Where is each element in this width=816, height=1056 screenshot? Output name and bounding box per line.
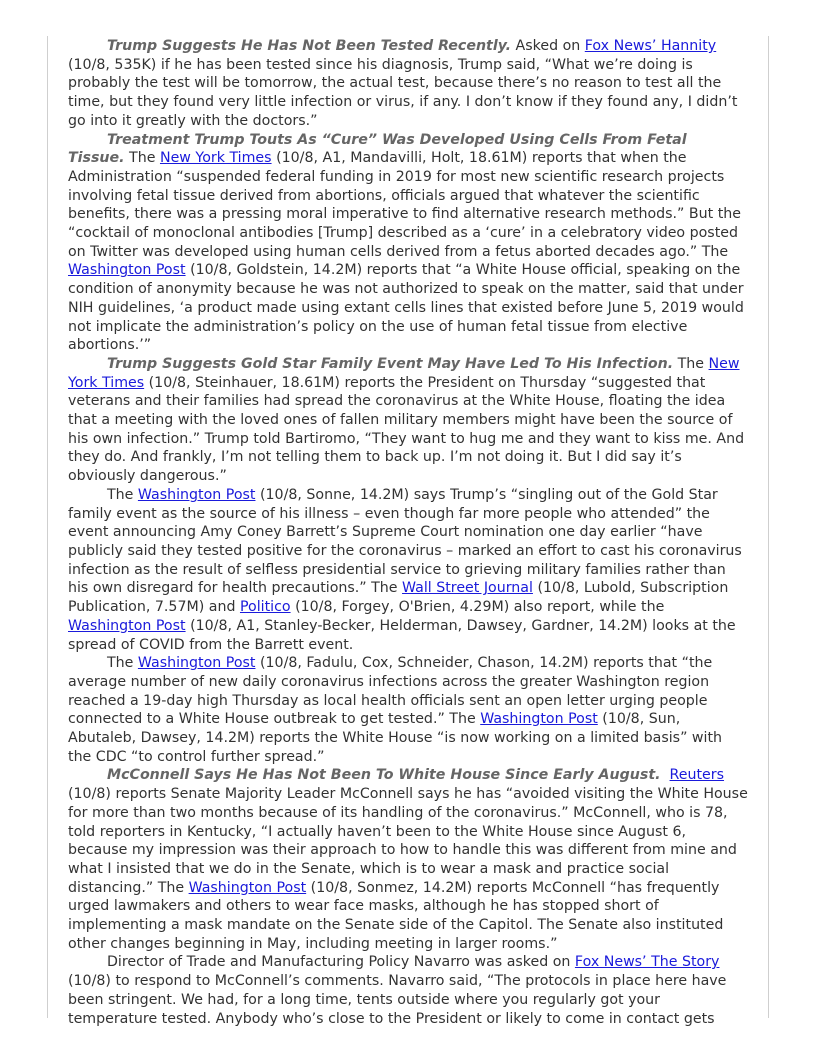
paragraph-dc-infections: The Washington Post (10/8, Fadulu, Cox, Schneider, Chason, 14.2M) reports that “the average number of new daily coronavirus infections across the greater Washington region reached a 19-day high Thursday as local health officials sent an open letter urging people connected to a White House outbreak to get tested.” The Washington Post (10/8, Sun, Abutaleb, Dawsey, 14.2M) reports the White House “is now working on a limited basis” with the CDC “to control further spread.” [68, 655, 723, 765]
paragraph-fetal-tissue: Treatment Trump Touts As “Cure” Was Developed Using Cells From Fetal Tissue. The New York Times (10/8, A1, Mandavilli, Holt, 18.61M) reports that when the Administration “suspended federal funding in 2019 for most new scientific research projects involving fetal tissue derived from abortions, officials argued that whatever the scientific benefits, there was a pressing moral imperative to find alternative research methods.” But the “cocktail of monoclonal antibodies [Trump] described as a ‘cure’ in a celebratory video posted on Twitter was developed using human cells derived from a fetus aborted decades ago.” The Washington Post (10/8, Goldstein, 14.2M) reports that “a White House official, speaking on the condition of anonymity because he was not authorized to speak on the matter, said that under NIH guidelines, ‘a product made using extant cells lines that existed before June 5, 2019 would not implicate the administration’s policy on the use of human fetal tissue from elective abortions.’” [68, 131, 744, 354]
source-link-fox-hannity[interactable]: Fox News’ Hannity [584, 38, 717, 54]
source-link-reuters[interactable]: Reuters [669, 767, 725, 784]
source-link-fox-the-story[interactable]: Fox News’ The Story [574, 954, 720, 971]
article-body [68, 37, 748, 1028]
section-heading: Treatment Trump Touts As “Cure” Was Developed Using Cells From Fetal Tissue. [68, 131, 687, 167]
source-link-wapo[interactable]: Washington Post [188, 879, 307, 896]
section-heading: Trump Suggests He Has Not Been Tested Recently. [107, 38, 512, 54]
source-link-nyt[interactable]: New York Times [68, 355, 740, 391]
left-margin-rule [47, 36, 48, 1018]
source-link-wapo[interactable]: Washington Post [68, 617, 186, 634]
source-link-wapo[interactable]: Washington Post [68, 262, 186, 279]
source-link-wapo[interactable]: Washington Post [137, 655, 256, 672]
source-link-wapo[interactable]: Washington Post [137, 486, 256, 503]
section-heading: McConnell Says He Has Not Been To White House Since Early August. [107, 767, 661, 784]
paragraph-mcconnell: McConnell Says He Has Not Been To White House Since Early August. Reuters (10/8) reports Senate Majority Leader McConnell says he has “avoided visiting the White House for more than two months because of its handling of the coronavirus.” McConnell, who is 78, told reporters in Kentucky, “I actually haven’t been to the White House since August 6, because my impression was their approach to how to handle this was different from mine and what I insisted that we do in the Senate, which is to wear a mask and practice social distancing.” The Washington Post (10/8, Sonmez, 14.2M) reports McConnell “has frequently urged lawmakers and others to wear face masks, although he has stopped short of implementing a mask mandate on the Senate side of the Capitol. The Senate also instituted other changes beginning in May, including meeting in larger rooms.” [68, 767, 748, 952]
paragraph-testing: Trump Suggests He Has Not Been Tested Recently. Asked on Fox News’ Hannity (10/8, 535K) if he has been tested since his diagnosis, Trump said, “What we’re doing is probably the test will be tomorrow, the actual test, because there’s no reason to test all the time, but they found very little infection or virus, if any. I don’t know if they found any, I didn’t go into it greatly with the doctors.” [68, 38, 738, 129]
paragraph-gold-star-followup: The Washington Post (10/8, Sonne, 14.2M) says Trump’s “singling out of the Gold Star family event as the source of his illness – even though far more people who attended” the event announcing Amy Coney Barrett’s Supreme Court nomination one day earlier “have publicly said they tested positive for the coronavirus – marked an effort to cast his coronavirus infection as the result of selfless presidential service to grieving military families rather than his own disregard for health precautions.” The Wall Street Journal (10/8, Lubold, Subscription Publication, 7.57M) and Politico (10/8, Forgey, O'Brien, 4.29M) also report, while the Washington Post (10/8, A1, Stanley-Becker, Helderman, Dawsey, Gardner, 14.2M) looks at the spread of COVID from the Barrett event. [68, 486, 742, 653]
source-link-wsj[interactable]: Wall Street Journal [402, 580, 533, 597]
paragraph-navarro: Director of Trade and Manufacturing Policy Navarro was asked on Fox News’ The Story (10/8) to respond to McConnell’s comments. Navarro said, “The protocols in place here have been stringent. We had, for a long time, tents outside where you regularly got your temperature tested. Anybody who’s close to the President or likely to come in contact gets [68, 954, 727, 1027]
source-link-wapo[interactable]: Washington Post [480, 711, 598, 728]
source-link-politico[interactable]: Politico [239, 599, 291, 616]
right-margin-rule [768, 36, 769, 1018]
section-heading: Trump Suggests Gold Star Family Event May Have Led To His Infection. [107, 355, 674, 372]
paragraph-gold-star: Trump Suggests Gold Star Family Event May Have Led To His Infection. The New York Times (10/8, Steinhauer, 18.61M) reports the President on Thursday “suggested that veterans and their families had spread the coronavirus at the White House, floating the idea that a meeting with the loved ones of fallen military members might have been the source of his own infection.” Trump told Bartiromo, “They want to hug me and they want to kiss me. And they do. And frankly, I’m not telling them to back up. I’m not doing it. But I did say it’s obviously dangerous.” [68, 355, 745, 485]
source-link-nyt[interactable]: New York Times [159, 150, 272, 167]
